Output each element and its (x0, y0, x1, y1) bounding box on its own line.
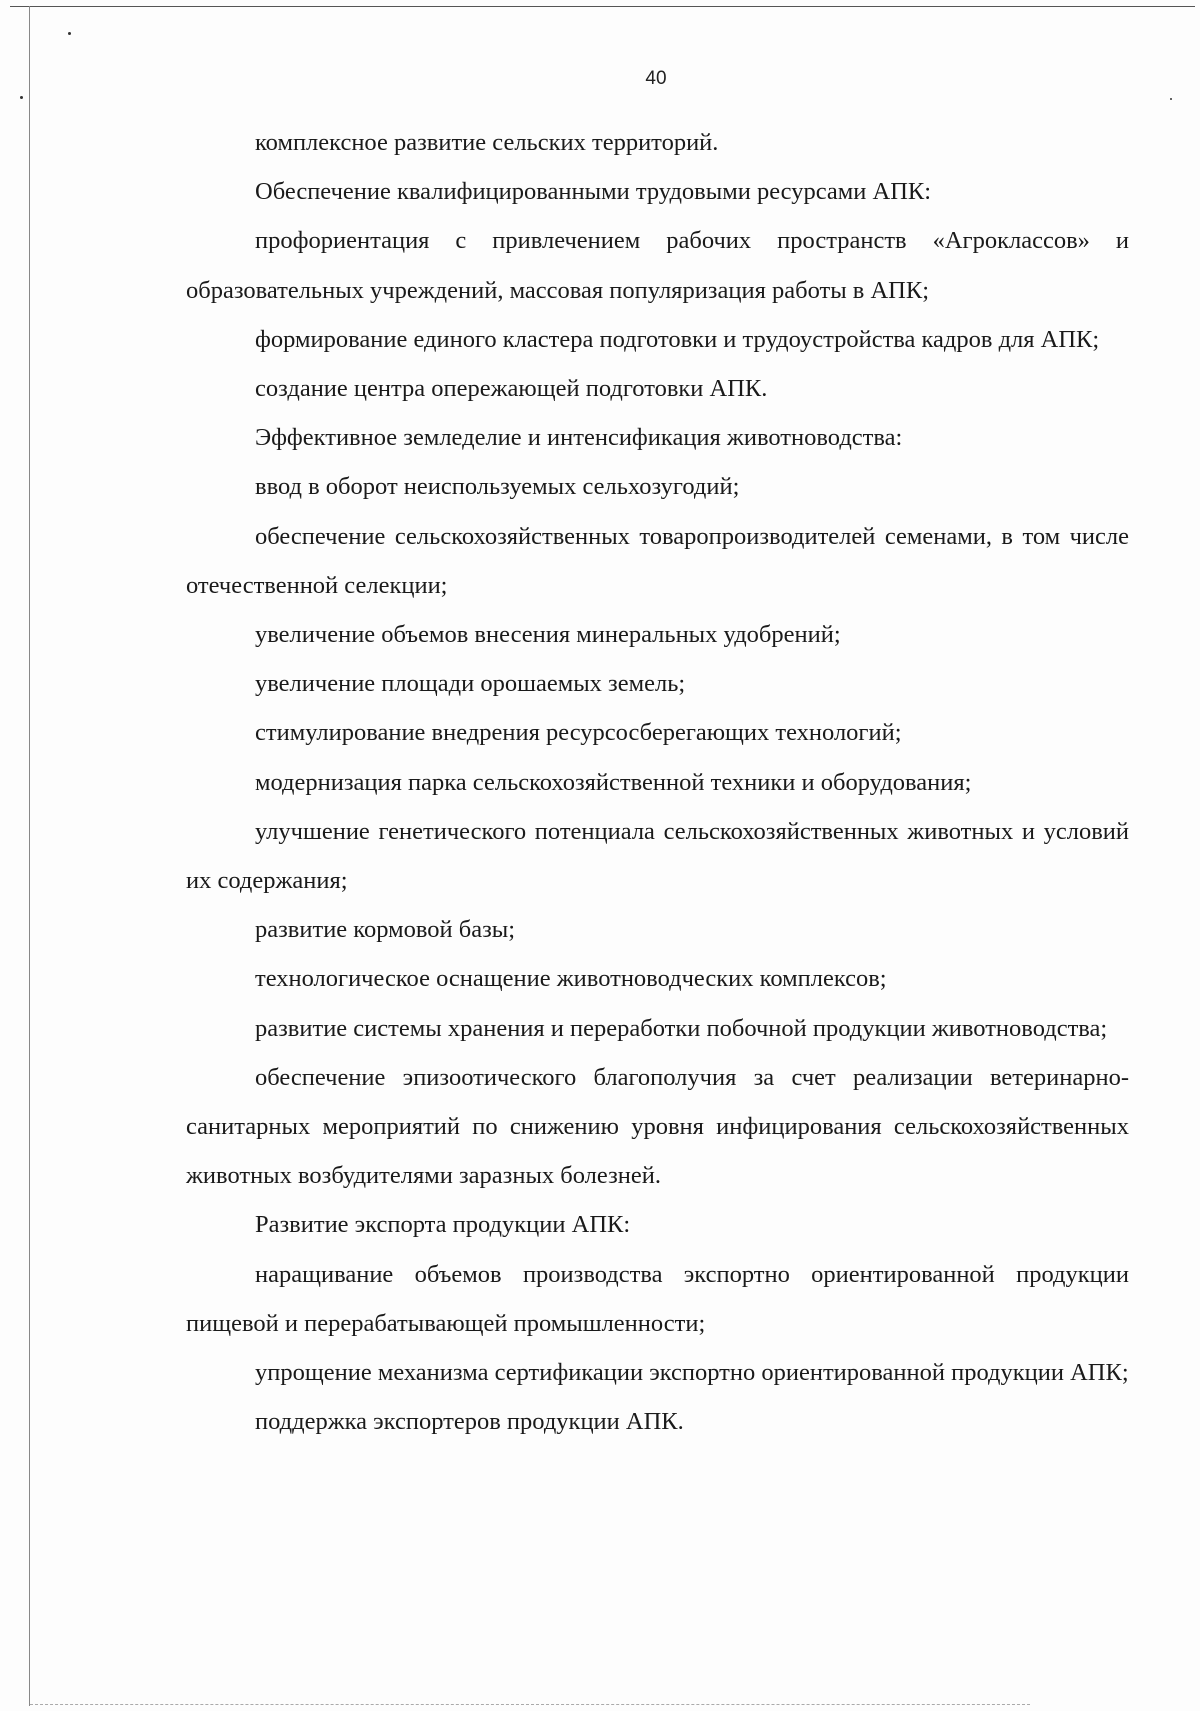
scan-left-border (29, 6, 30, 1706)
list-item: стимулирование внедрения ресурсосберегающих технологий; (255, 719, 902, 747)
list-item: создание центра опережающей подготовки АПК. (255, 375, 768, 403)
list-item: поддержка экспортеров продукции АПК. (255, 1408, 684, 1436)
page-number: 40 (645, 68, 667, 89)
list-item: модернизация парка сельскохозяйственной техники и оборудования; (255, 768, 972, 796)
list-item: увеличение площади орошаемых земель; (255, 670, 686, 698)
list-item: технологическое оснащение животноводческих комплексов; (255, 965, 887, 993)
scan-speck (20, 96, 23, 99)
list-item: развитие системы хранения и переработки побочной продукции животноводства; (255, 1014, 1108, 1042)
section-heading: Эффективное земледелие и интенсификация животноводства: (255, 424, 903, 452)
list-item: развитие кормовой базы; (255, 916, 516, 944)
paragraph: комплексное развитие сельских территорий. (255, 129, 719, 156)
list-item: профориентация с привлечением рабочих пространств «Агроклассов» и образовательных учреждений, массовая популяризация работы в АПК; (186, 227, 1129, 304)
list-item: увеличение объемов внесения минеральных удобрений; (255, 621, 841, 649)
list-item: обеспечение эпизоотического благополучия за счет реализации ветеринарно-санитарных мероприятий по снижению уровня инфицирования сельскохозяйственных животных возбудителями заразных болезней. (186, 1063, 1129, 1190)
section-heading: Обеспечение квалифицированными трудовыми ресурсами АПК: (255, 178, 932, 206)
section-heading: Развитие экспорта продукции АПК: (255, 1211, 631, 1239)
document-body (186, 118, 1129, 1446)
list-item: улучшение генетического потенциала сельскохозяйственных животных и условий их содержания; (186, 817, 1129, 895)
list-item: обеспечение сельскохозяйственных товаропроизводителей семенами, в том числе отечественной селекции; (186, 522, 1129, 599)
scan-top-border (10, 6, 1195, 7)
scan-speck (68, 32, 71, 35)
list-item: наращивание объемов производства экспортно ориентированной продукции пищевой и перерабатывающей промышленности; (186, 1260, 1129, 1337)
list-item: формирование единого кластера подготовки и трудоустройства кадров для АПК; (255, 325, 1100, 353)
list-item: ввод в оборот неиспользуемых сельхозугодий; (255, 473, 740, 501)
list-item: упрощение механизма сертификации экспортно ориентированной продукции АПК; (255, 1359, 1129, 1387)
scan-speck (1170, 98, 1172, 100)
scan-bottom-border (30, 1704, 1030, 1705)
